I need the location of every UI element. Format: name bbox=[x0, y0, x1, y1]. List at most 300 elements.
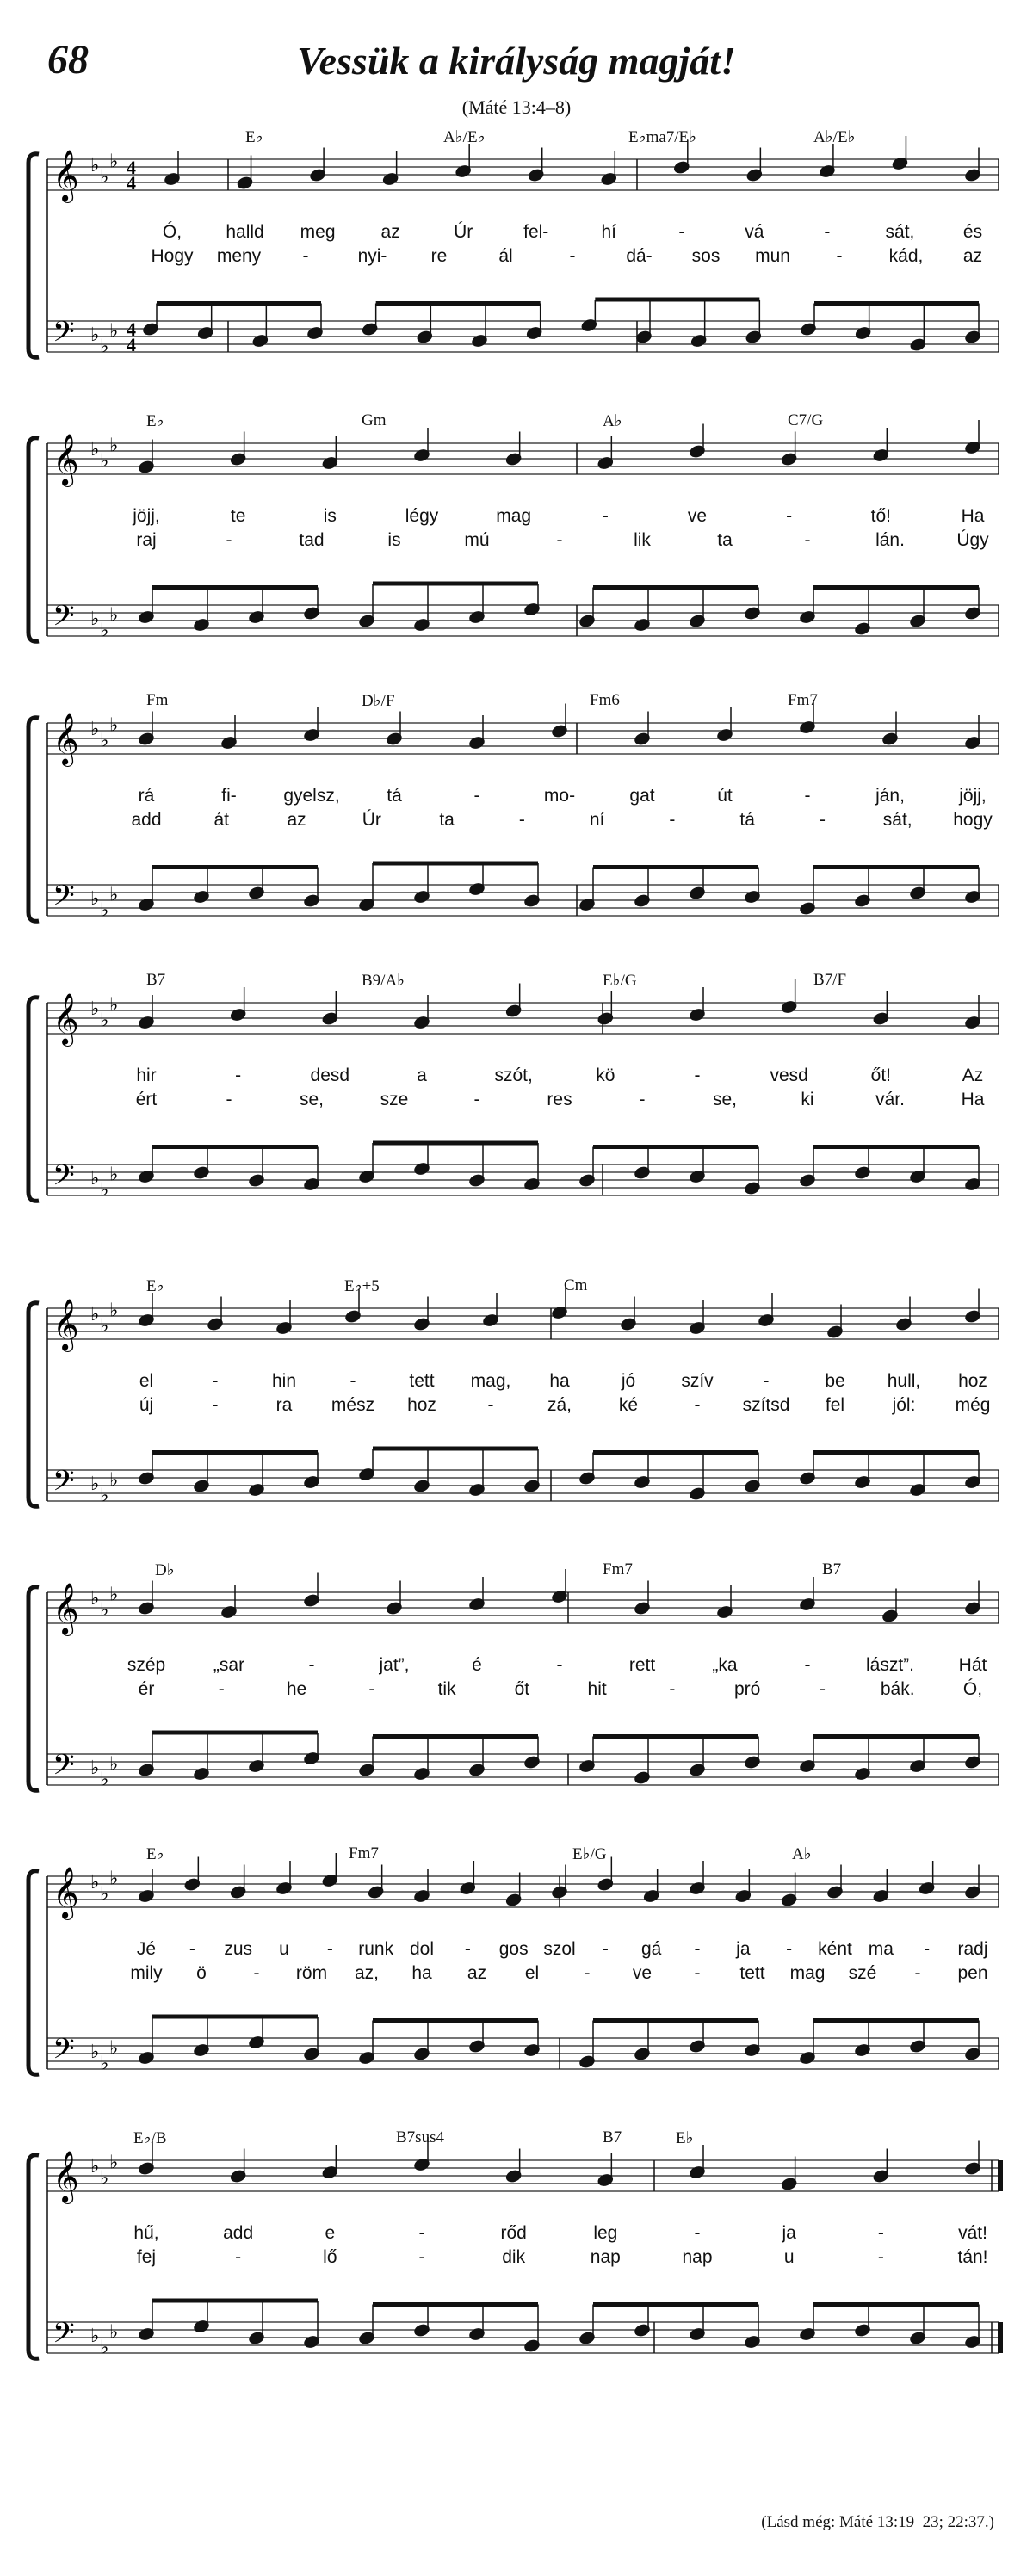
lyric-verse-2: - bbox=[518, 810, 525, 830]
flat-icon: ♭ bbox=[100, 1179, 109, 1202]
lyric-verse-2: ní bbox=[589, 810, 605, 830]
chord-symbol: B7/F bbox=[813, 971, 847, 989]
lyric-verse-1: rőd bbox=[500, 2223, 527, 2243]
flat-icon: ♭ bbox=[100, 1883, 109, 1906]
lyric-verse-1: vát! bbox=[958, 2223, 987, 2243]
chord-symbol: E♭ma7/E♭ bbox=[628, 128, 697, 146]
lyric-verse-2: nap bbox=[682, 2247, 713, 2267]
lyric-verse-2: - bbox=[804, 530, 811, 550]
music-system bbox=[0, 413, 1033, 689]
lyric-verse-1: „ka bbox=[712, 1655, 738, 1675]
lyric-verse-2: mun bbox=[755, 246, 790, 266]
bass-clef-icon: 𝄢 bbox=[53, 2033, 75, 2073]
chord-symbol: B7sus4 bbox=[396, 2128, 444, 2147]
lyric-verse-2: hoz bbox=[407, 1395, 436, 1415]
lyric-verse-2: ki bbox=[801, 1090, 814, 1109]
lyric-verse-2: az bbox=[962, 246, 983, 266]
lyric-verse-2: - bbox=[368, 1679, 375, 1699]
chord-symbol: B7 bbox=[822, 1560, 842, 1578]
chord-symbol: A♭/E♭ bbox=[813, 128, 856, 146]
bass-staff bbox=[47, 1754, 999, 1785]
flat-icon: ♭ bbox=[100, 450, 109, 473]
lyric-verse-2: tá bbox=[739, 810, 755, 830]
music-system bbox=[0, 973, 1033, 1248]
chord-symbol: Cm bbox=[564, 1276, 588, 1294]
lyric-verse-2: fel bbox=[825, 1395, 845, 1415]
lyric-verse-2: - bbox=[212, 1395, 219, 1415]
lyric-verse-1: ja bbox=[782, 2223, 796, 2243]
bass-clef-icon: 𝄢 bbox=[53, 2317, 75, 2357]
lyric-verse-2: mész bbox=[331, 1395, 375, 1415]
chord-symbol: B9/A♭ bbox=[362, 972, 405, 990]
flat-icon: ♭ bbox=[100, 730, 109, 752]
lyric-verse-2: ha bbox=[411, 1963, 432, 1983]
lyric-verse-2: röm bbox=[295, 1963, 328, 1983]
lyric-verse-2: lő bbox=[323, 2247, 337, 2267]
lyric-verse-2: sos bbox=[691, 246, 721, 266]
lyric-verse-2: - bbox=[253, 1963, 260, 1983]
flat-icon: ♭ bbox=[90, 2326, 100, 2347]
lyric-verse-1: - bbox=[804, 786, 811, 806]
staff-graphics bbox=[0, 1278, 1033, 1554]
flat-icon: ♭ bbox=[90, 998, 100, 1020]
lyric-verse-2: az, bbox=[354, 1963, 380, 1983]
chord-symbol: E♭+5 bbox=[344, 1277, 380, 1295]
treble-clef-icon: 𝄞 bbox=[53, 713, 79, 765]
lyric-verse-2: ért bbox=[135, 1090, 158, 1109]
chord-symbol: Fm7 bbox=[349, 1844, 379, 1863]
flat-icon: ♭ bbox=[100, 899, 109, 922]
lyric-verse-1: mag bbox=[496, 506, 532, 526]
staff-graphics bbox=[0, 973, 1033, 1248]
lyric-verse-2: el bbox=[524, 1963, 540, 1983]
lyric-verse-1: - bbox=[189, 1939, 195, 1959]
lyric-verse-1: te bbox=[230, 506, 246, 526]
lyric-verse-2: lik bbox=[634, 530, 651, 550]
lyric-verse-2: mú bbox=[464, 530, 490, 550]
lyric-verse-1: - bbox=[418, 2223, 425, 2243]
lyric-verse-2: - bbox=[556, 530, 563, 550]
page-number: 68 bbox=[47, 37, 89, 83]
lyric-verse-1: gá bbox=[640, 1939, 662, 1959]
treble-staff bbox=[47, 723, 999, 754]
lyric-verse-1: Hát bbox=[958, 1655, 987, 1675]
lyric-verse-1: Ha bbox=[961, 506, 985, 526]
lyric-verse-1: út bbox=[717, 786, 733, 806]
lyric-verse-1: el bbox=[139, 1371, 154, 1391]
lyric-verse-2: - bbox=[302, 246, 309, 266]
lyric-verse-1: - bbox=[326, 1939, 333, 1959]
lyric-verse-1: gat bbox=[629, 786, 655, 806]
lyric-verse-2: még bbox=[955, 1395, 991, 1415]
lyric-verse-2: - bbox=[836, 246, 843, 266]
lyric-verse-1: fel- bbox=[523, 222, 549, 242]
flat-icon: ♭ bbox=[90, 439, 100, 460]
lyric-verse-2: új bbox=[139, 1395, 154, 1415]
flat-icon: ♭ bbox=[109, 2321, 119, 2344]
lyric-verse-1: tett bbox=[409, 1371, 435, 1391]
lyric-verse-1: - bbox=[786, 1939, 793, 1959]
chord-symbol: D♭ bbox=[155, 1561, 175, 1579]
lyric-verse-1: jat”, bbox=[379, 1655, 410, 1675]
lyric-verse-1: jöjj, bbox=[959, 786, 987, 806]
lyric-verse-2: Úr bbox=[362, 810, 381, 830]
lyric-verse-2: fej bbox=[136, 2247, 157, 2267]
lyric-verse-1: jöjj, bbox=[133, 506, 160, 526]
time-signature: 4 bbox=[127, 172, 136, 194]
lyric-verse-1: - bbox=[349, 1371, 356, 1391]
bass-staff bbox=[47, 1164, 999, 1195]
lyric-verse-1: ve bbox=[687, 506, 708, 526]
lyric-verse-2: Úgy bbox=[956, 530, 989, 550]
chord-symbol: B7 bbox=[146, 971, 166, 989]
lyric-verse-1: ja bbox=[736, 1939, 751, 1959]
lyric-verse-2: add bbox=[131, 810, 162, 830]
final-barline bbox=[998, 2160, 1003, 2191]
lyric-verse-2: sát, bbox=[882, 810, 912, 830]
cross-reference-note: (Lásd még: Máté 13:19–23; 22:37.) bbox=[761, 2513, 994, 2531]
treble-clef-icon: 𝄞 bbox=[53, 993, 79, 1045]
bass-staff bbox=[47, 2322, 999, 2353]
chord-symbol: E♭ bbox=[146, 1845, 164, 1863]
song-title: Vessük a királyság magját! bbox=[297, 39, 736, 83]
music-system bbox=[0, 1278, 1033, 1554]
lyric-verse-1: mo- bbox=[543, 786, 576, 806]
flat-icon: ♭ bbox=[109, 2037, 119, 2060]
flat-icon: ♭ bbox=[90, 1304, 100, 1325]
flat-icon: ♭ bbox=[90, 2156, 100, 2178]
lyric-verse-2: Ha bbox=[961, 1090, 985, 1109]
bass-clef-icon: 𝄢 bbox=[53, 1465, 75, 1504]
lyric-verse-2: - bbox=[819, 1679, 826, 1699]
lyric-verse-2: - bbox=[226, 530, 232, 550]
lyric-verse-2: ta bbox=[439, 810, 455, 830]
lyric-verse-1: - bbox=[786, 506, 793, 526]
chord-symbol: C7/G bbox=[788, 411, 824, 429]
lyric-verse-1: add bbox=[223, 2223, 254, 2243]
lyric-verse-1: - bbox=[824, 222, 831, 242]
treble-clef-icon: 𝄞 bbox=[53, 434, 79, 485]
flat-icon: ♭ bbox=[100, 2337, 109, 2359]
flat-icon: ♭ bbox=[109, 2152, 119, 2174]
chord-symbol: D♭/F bbox=[362, 692, 395, 710]
treble-staff bbox=[47, 443, 999, 474]
lyric-verse-1: is bbox=[323, 506, 337, 526]
lyric-verse-1: szív bbox=[681, 1371, 714, 1391]
lyric-verse-1: - bbox=[763, 1371, 770, 1391]
system-bracket bbox=[28, 2155, 39, 2359]
lyric-verse-2: jól: bbox=[892, 1395, 916, 1415]
treble-staff bbox=[47, 2160, 999, 2191]
lyric-verse-1: gyelsz, bbox=[283, 786, 340, 806]
chord-symbol: Fm7 bbox=[603, 1560, 633, 1578]
lyric-verse-1: - bbox=[924, 1939, 931, 1959]
flat-icon: ♭ bbox=[90, 2042, 100, 2063]
lyric-verse-2: szítsd bbox=[742, 1395, 790, 1415]
system-bracket bbox=[28, 438, 39, 642]
time-signature: 4 bbox=[127, 334, 136, 355]
lyric-verse-1: hoz bbox=[958, 1371, 987, 1391]
flat-icon: ♭ bbox=[90, 1757, 100, 1779]
flat-icon: ♭ bbox=[90, 324, 100, 346]
lyric-verse-1: - bbox=[602, 506, 609, 526]
bass-clef-icon: 𝄢 bbox=[53, 600, 75, 639]
treble-staff bbox=[47, 1308, 999, 1339]
lyric-verse-1: - bbox=[804, 1655, 811, 1675]
system-bracket bbox=[28, 998, 39, 1202]
treble-clef-icon: 𝄞 bbox=[53, 1867, 79, 1918]
flat-icon: ♭ bbox=[109, 1469, 119, 1492]
flat-icon: ♭ bbox=[100, 1485, 109, 1507]
lyric-verse-2: át bbox=[213, 810, 230, 830]
flat-icon: ♭ bbox=[100, 2167, 109, 2190]
lyric-verse-2: - bbox=[639, 1090, 646, 1109]
lyric-verse-1: runk bbox=[358, 1939, 394, 1959]
lyric-verse-2: - bbox=[669, 810, 676, 830]
lyric-verse-2: az bbox=[467, 1963, 487, 1983]
flat-icon: ♭ bbox=[90, 1473, 100, 1495]
chord-symbol: A♭/E♭ bbox=[443, 128, 486, 146]
flat-icon: ♭ bbox=[109, 1753, 119, 1776]
lyric-verse-2: ö bbox=[196, 1963, 207, 1983]
lyric-verse-2: mag bbox=[789, 1963, 826, 1983]
music-system bbox=[0, 1562, 1033, 1838]
lyric-verse-2: vár. bbox=[875, 1090, 905, 1109]
staff-graphics bbox=[0, 693, 1033, 968]
flat-icon: ♭ bbox=[100, 1010, 109, 1032]
lyric-verse-2: he bbox=[286, 1679, 307, 1699]
lyric-verse-2: res bbox=[547, 1090, 572, 1109]
lyric-verse-1: - bbox=[602, 1939, 609, 1959]
treble-clef-icon: 𝄞 bbox=[53, 1583, 79, 1634]
lyric-verse-1: - bbox=[212, 1371, 219, 1391]
lyric-verse-2: u bbox=[783, 2247, 795, 2267]
flat-icon: ♭ bbox=[109, 994, 119, 1016]
music-system bbox=[0, 1846, 1033, 2122]
lyric-verse-1: - bbox=[464, 1939, 471, 1959]
lyric-verse-1: rett bbox=[628, 1655, 656, 1675]
lyric-verse-1: hull, bbox=[887, 1371, 921, 1391]
lyric-verse-2: ve bbox=[632, 1963, 653, 1983]
bass-clef-icon: 𝄢 bbox=[53, 880, 75, 919]
lyric-verse-1: be bbox=[825, 1371, 845, 1391]
lyric-verse-1: hin bbox=[271, 1371, 297, 1391]
lyric-verse-2: pró bbox=[733, 1679, 761, 1699]
lyric-verse-1: - bbox=[694, 1939, 701, 1959]
lyric-verse-2: nap bbox=[590, 2247, 621, 2267]
flat-icon: ♭ bbox=[109, 320, 119, 343]
final-barline bbox=[998, 2322, 1003, 2353]
lyric-verse-1: Jé bbox=[136, 1939, 157, 1959]
lyric-verse-2: ál bbox=[498, 246, 513, 266]
flat-icon: ♭ bbox=[109, 1300, 119, 1322]
lyric-verse-2: meny bbox=[216, 246, 262, 266]
flat-icon: ♭ bbox=[100, 166, 109, 188]
flat-icon: ♭ bbox=[109, 1868, 119, 1890]
staff-graphics bbox=[0, 2130, 1033, 2406]
lyric-verse-2: - bbox=[877, 2247, 884, 2267]
flat-icon: ♭ bbox=[90, 719, 100, 740]
lyric-verse-1: halld bbox=[226, 222, 264, 242]
lyric-verse-2: - bbox=[819, 810, 826, 830]
system-bracket bbox=[28, 1587, 39, 1791]
lyric-verse-1: őt! bbox=[870, 1066, 892, 1085]
lyric-verse-1: - bbox=[556, 1655, 563, 1675]
lyric-verse-1: fi- bbox=[221, 786, 237, 806]
lyric-verse-2: ké bbox=[618, 1395, 639, 1415]
lyric-verse-1: ha bbox=[549, 1371, 570, 1391]
lyric-verse-2: - bbox=[487, 1395, 494, 1415]
lyric-verse-2: - bbox=[669, 1679, 676, 1699]
flat-icon: ♭ bbox=[90, 1168, 100, 1189]
lyric-verse-1: - bbox=[694, 2223, 701, 2243]
lyric-verse-2: ér bbox=[138, 1679, 155, 1699]
chord-symbol: E♭ bbox=[146, 1277, 164, 1295]
lyric-verse-1: jó bbox=[621, 1371, 636, 1391]
lyric-verse-1: szol bbox=[543, 1939, 576, 1959]
lyric-verse-1: u bbox=[279, 1939, 289, 1959]
flat-icon: ♭ bbox=[109, 1164, 119, 1186]
system-bracket bbox=[28, 1871, 39, 2075]
lyric-verse-1: hű, bbox=[133, 2223, 159, 2243]
lyric-verse-2: szé bbox=[848, 1963, 877, 1983]
lyric-verse-1: dol bbox=[409, 1939, 435, 1959]
lyric-verse-2: bák. bbox=[880, 1679, 915, 1699]
lyric-verse-2: lán. bbox=[875, 530, 905, 550]
lyric-verse-2: - bbox=[694, 1963, 701, 1983]
lyric-verse-1: szót, bbox=[494, 1066, 533, 1085]
bass-clef-icon: 𝄢 bbox=[53, 316, 75, 355]
lyric-verse-2: se, bbox=[299, 1090, 325, 1109]
chord-symbol: Gm bbox=[362, 411, 387, 429]
staff-graphics bbox=[0, 413, 1033, 689]
lyric-verse-2: tett bbox=[739, 1963, 765, 1983]
chord-symbol: E♭/G bbox=[603, 972, 637, 990]
chord-symbol: E♭ bbox=[146, 412, 164, 430]
flat-icon: ♭ bbox=[90, 1872, 100, 1893]
flat-icon: ♭ bbox=[100, 1599, 109, 1622]
chord-symbol: E♭/B bbox=[133, 2129, 167, 2147]
lyric-verse-2: sze bbox=[380, 1090, 409, 1109]
lyric-verse-2: ta bbox=[717, 530, 733, 550]
chord-symbol: E♭/G bbox=[572, 1845, 607, 1863]
lyric-verse-1: tá bbox=[387, 786, 402, 806]
lyric-verse-1: „sar bbox=[213, 1655, 245, 1675]
bass-clef-icon: 𝄢 bbox=[53, 1159, 75, 1199]
chord-symbol: Fm7 bbox=[788, 691, 818, 709]
lyric-verse-1: Ó, bbox=[162, 222, 182, 242]
staff-graphics bbox=[0, 129, 1033, 405]
lyric-verse-1: ként bbox=[818, 1939, 852, 1959]
lyric-verse-2: dá- bbox=[626, 246, 653, 266]
lyric-verse-1: rá bbox=[138, 786, 155, 806]
lyric-verse-1: meg bbox=[300, 222, 336, 242]
bass-staff bbox=[47, 321, 999, 352]
lyric-verse-2: őt bbox=[514, 1679, 530, 1699]
flat-icon: ♭ bbox=[90, 1588, 100, 1609]
lyric-verse-1: - bbox=[235, 1066, 242, 1085]
lyric-verse-1: desd bbox=[310, 1066, 350, 1085]
time-signature: 4 bbox=[127, 318, 136, 340]
lyric-verse-1: ján, bbox=[875, 786, 905, 806]
lyric-verse-2: - bbox=[235, 2247, 242, 2267]
lyric-verse-1: hí bbox=[601, 222, 617, 242]
flat-icon: ♭ bbox=[100, 1315, 109, 1337]
flat-icon: ♭ bbox=[109, 435, 119, 457]
lyric-verse-2: kád, bbox=[888, 246, 924, 266]
lyric-verse-1: - bbox=[877, 2223, 884, 2243]
lyric-verse-1: szép bbox=[127, 1655, 166, 1675]
lyric-verse-1: - bbox=[694, 1066, 701, 1085]
lyric-verse-2: mily bbox=[130, 1963, 163, 1983]
treble-clef-icon: 𝄞 bbox=[53, 1299, 79, 1350]
flat-icon: ♭ bbox=[109, 714, 119, 737]
lyric-verse-1: radj bbox=[957, 1939, 988, 1959]
lyric-verse-1: Az bbox=[962, 1066, 984, 1085]
lyric-verse-1: tő! bbox=[870, 506, 892, 526]
lyric-verse-1: és bbox=[962, 222, 983, 242]
chord-symbol: A♭ bbox=[603, 412, 622, 430]
lyric-verse-2: tad bbox=[299, 530, 325, 550]
lyric-verse-2: - bbox=[569, 246, 576, 266]
lyric-verse-2: dik bbox=[502, 2247, 526, 2267]
lyric-verse-2: ra bbox=[275, 1395, 293, 1415]
lyric-verse-1: e bbox=[325, 2223, 336, 2243]
lyric-verse-2: se, bbox=[712, 1090, 738, 1109]
lyric-verse-2: - bbox=[218, 1679, 225, 1699]
lyric-verse-1: - bbox=[473, 786, 480, 806]
flat-icon: ♭ bbox=[109, 151, 119, 173]
lyric-verse-2: tik bbox=[437, 1679, 456, 1699]
lyric-verse-2: is bbox=[387, 530, 401, 550]
lyric-verse-1: - bbox=[678, 222, 685, 242]
flat-icon: ♭ bbox=[100, 336, 109, 358]
bass-clef-icon: 𝄢 bbox=[53, 1749, 75, 1788]
flat-icon: ♭ bbox=[90, 155, 100, 176]
lyric-verse-1: lászt”. bbox=[865, 1655, 915, 1675]
staff-graphics bbox=[0, 1846, 1033, 2122]
lyric-verse-2: - bbox=[418, 2247, 425, 2267]
lyric-verse-2: - bbox=[226, 1090, 232, 1109]
lyric-verse-1: vesd bbox=[770, 1066, 808, 1085]
lyric-verse-2: nyi- bbox=[357, 246, 387, 266]
lyric-verse-1: az bbox=[380, 222, 400, 242]
treble-clef-icon: 𝄞 bbox=[53, 150, 79, 201]
flat-icon: ♭ bbox=[100, 2053, 109, 2075]
flat-icon: ♭ bbox=[109, 604, 119, 627]
flat-icon: ♭ bbox=[100, 620, 109, 642]
treble-staff bbox=[47, 159, 999, 190]
treble-staff bbox=[47, 1003, 999, 1034]
lyric-verse-2: - bbox=[914, 1963, 921, 1983]
lyric-verse-1: - bbox=[308, 1655, 315, 1675]
lyric-verse-1: hir bbox=[136, 1066, 157, 1085]
song-reference: (Máté 13:4–8) bbox=[461, 96, 572, 118]
lyric-verse-1: mag, bbox=[470, 1371, 511, 1391]
chord-symbol: E♭ bbox=[676, 2129, 694, 2147]
lyric-verse-1: é bbox=[472, 1655, 482, 1675]
lyric-verse-1: vá bbox=[745, 222, 764, 242]
lyric-verse-2: raj bbox=[136, 530, 157, 550]
lyric-verse-2: - bbox=[473, 1090, 480, 1109]
flat-icon: ♭ bbox=[109, 1584, 119, 1606]
lyric-verse-2: hit bbox=[587, 1679, 607, 1699]
lyric-verse-1: a bbox=[417, 1066, 427, 1085]
lyric-verse-2: re bbox=[430, 246, 448, 266]
flat-icon: ♭ bbox=[100, 1769, 109, 1791]
chord-symbol: A♭ bbox=[792, 1845, 812, 1863]
music-system bbox=[0, 693, 1033, 968]
